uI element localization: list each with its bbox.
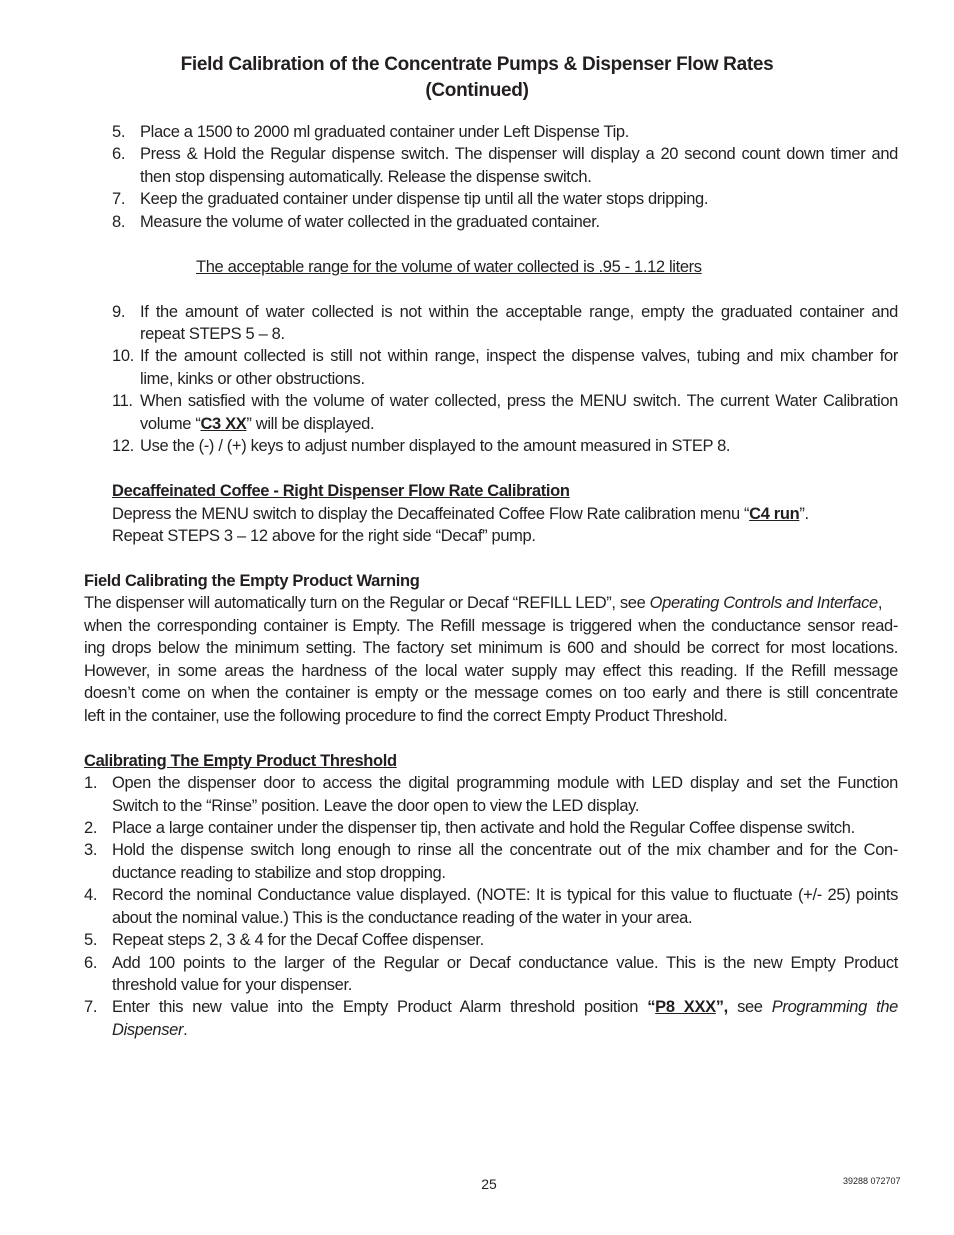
step-text-end [112, 1019, 187, 1042]
reference-italic: Operating Controls and Interface [649, 594, 878, 612]
step-text: Record the nominal Conductance value displayed. (NOTE: It is typical for this value to fluctuate (+/- 25) points [112, 886, 898, 904]
decaf-text: Depress the MENU switch to display the Decaffeinated Coffee Flow Rate calibration menu “ [112, 505, 750, 523]
paragraph-text: The dispenser will automatically turn on the Regular or Decaf “REFILL LED”, see [84, 594, 650, 612]
document-code: 39288 072707 [843, 1176, 901, 1186]
decaf-text-line [112, 503, 809, 526]
page-number: 25 [481, 1176, 497, 1192]
quote-close: ”, [715, 998, 728, 1016]
step-text: Place a large container under the dispenser tip, then activate and hold the Regular Coffee dispense switch. [112, 819, 855, 837]
step-number: 10. [112, 347, 134, 365]
decaf-text: ”. [799, 505, 809, 523]
step-text: Measure the volume of water collected in the graduated container. [140, 213, 600, 231]
step-text: Enter this new value into the Empty Product Alarm threshold position [112, 998, 648, 1016]
step-text: If the amount of water collected is not within the acceptable range, empty the graduated container and [140, 303, 898, 321]
step-text: ductance reading to stabilize and stop dropping. [112, 864, 446, 882]
step-text: Open the dispenser door to access the digital programming module with LED display and set the Function [112, 774, 898, 792]
step-text: Add 100 points to the larger of the Regular or Decaf conductance value. This is the new Empty Product [112, 954, 898, 972]
page-title-continued: (Continued) [425, 80, 529, 101]
step-number: 6. [84, 954, 98, 972]
step-text: Repeat steps 2, 3 & 4 for the Decaf Coffee dispenser. [112, 931, 484, 949]
step-number: 4. [84, 886, 98, 904]
step-text: Keep the graduated container under dispense tip until all the water stops dripping. [140, 190, 709, 208]
decaf-heading: Decaffeinated Coffee - Right Dispenser Flow Rate Calibration [112, 482, 570, 500]
step-number: 1. [84, 774, 98, 792]
empty-warning-heading: Field Calibrating the Empty Product Warning [84, 572, 420, 590]
step-number: 8. [112, 213, 126, 231]
step-number: 2. [84, 819, 98, 837]
step-number: 5. [84, 931, 98, 949]
step-text: threshold value for your dispenser. [112, 976, 352, 994]
step-text: If the amount collected is still not within range, inspect the dispense valves, tubing and mix chamber for [140, 347, 898, 365]
step-text-with-code [112, 996, 898, 1019]
step-number: 7. [84, 998, 98, 1016]
step-text: ” will be displayed. [246, 415, 375, 433]
paragraph-text: when the corresponding container is Empty. The Refill message is triggered when the conductance sensor read- [84, 617, 898, 635]
step-text: lime, kinks or other obstructions. [140, 370, 365, 388]
step-text: about the nominal value.) This is the conductance reading of the water in your area. [112, 909, 693, 927]
decaf-text: Repeat STEPS 3 – 12 above for the right side “Decaf” pump. [112, 527, 536, 545]
step-number: 12. [112, 437, 134, 455]
empty-warning-line [84, 592, 882, 615]
acceptable-range-note: The acceptable range for the volume of water collected is .95 - 1.12 liters [196, 258, 702, 276]
step-text: . [183, 1021, 188, 1039]
step-text-with-code [140, 413, 374, 436]
step-number: 9. [112, 303, 126, 321]
step-number: 7. [112, 190, 126, 208]
step-number: 5. [112, 123, 126, 141]
paragraph-text: , [877, 594, 883, 612]
page-title: Field Calibration of the Concentrate Pumps & Dispenser Flow Rates [180, 54, 774, 75]
paragraph-text: doesn’t come on when the container is empty or the message comes on too early and there is still concentrate [84, 684, 898, 702]
threshold-heading: Calibrating The Empty Product Threshold [84, 752, 397, 770]
step-number: 6. [112, 145, 126, 163]
paragraph-text: left in the container, use the following procedure to find the correct Empty Product Threshold. [84, 707, 728, 725]
step-text: When satisfied with the volume of water collected, press the MENU switch. The current Water Calibration [140, 392, 898, 410]
step-text: Hold the dispense switch long enough to rinse all the concentrate out of the mix chamber and for the Con- [112, 841, 898, 859]
step-text: repeat STEPS 5 – 8. [140, 325, 285, 343]
step-text: then stop dispensing automatically. Release the dispense switch. [140, 168, 592, 186]
calibration-code-c3: C3 XX [200, 415, 247, 433]
step-text: Switch to the “Rinse” position. Leave the door open to view the LED display. [112, 797, 640, 815]
step-text: see [727, 998, 772, 1016]
quote-open: “ [647, 998, 656, 1016]
step-text: Use the (-) / (+) keys to adjust number displayed to the amount measured in STEP 8. [140, 437, 731, 455]
step-text: volume “ [140, 415, 201, 433]
paragraph-text: However, in some areas the hardness of the local water supply may effect this reading. If the Refill message [84, 662, 898, 680]
step-text: Place a 1500 to 2000 ml graduated container under Left Dispense Tip. [140, 123, 629, 141]
paragraph-text: ing drops below the minimum setting. The factory set minimum is 600 and should be correct for most locations. [84, 639, 898, 657]
calibration-code-c4: C4 run [749, 505, 800, 523]
step-number: 3. [84, 841, 98, 859]
reference-italic: Programming the [771, 998, 898, 1016]
reference-italic: Dispenser [112, 1021, 184, 1039]
calibration-code-p8: P8 XXX [655, 998, 716, 1016]
step-text: Press & Hold the Regular dispense switch. The dispenser will display a 20 second count down timer and [140, 145, 898, 163]
step-number: 11. [112, 392, 133, 410]
